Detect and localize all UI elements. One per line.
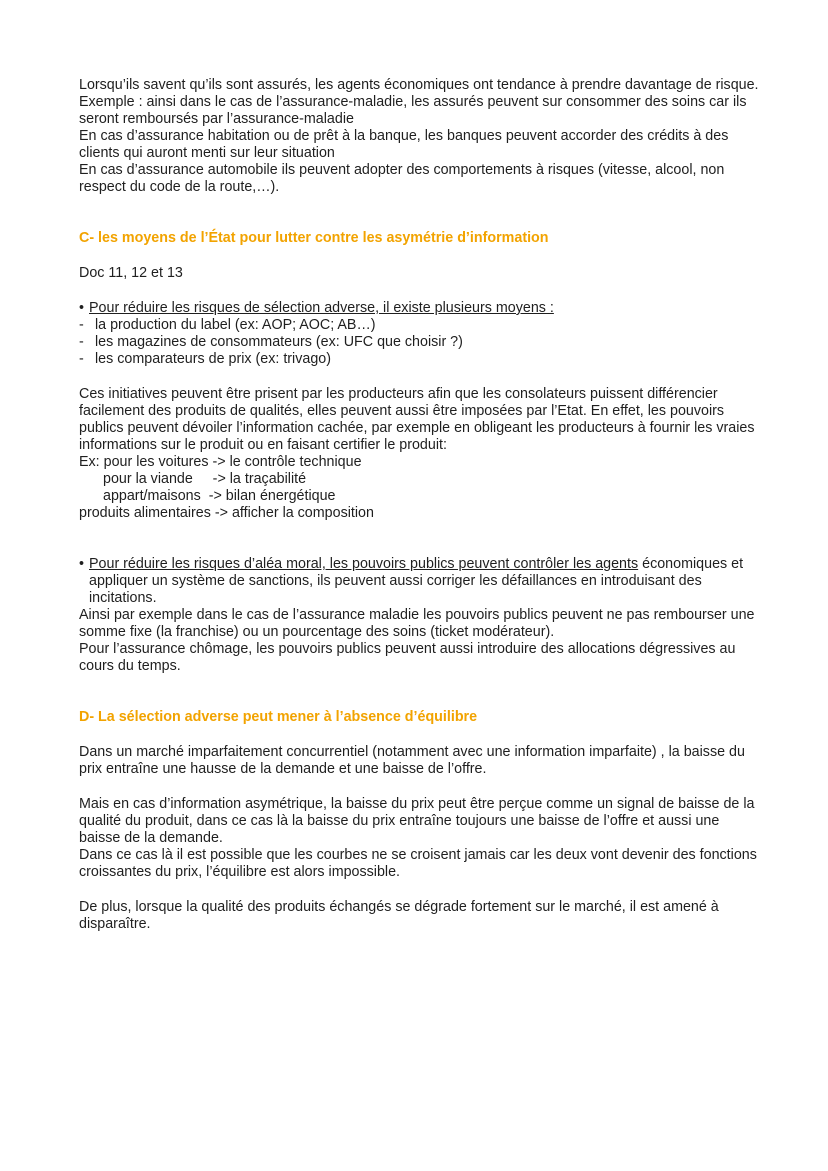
document-page <box>79 77 759 933</box>
dash-icon: - <box>79 351 84 367</box>
bullet-heading: Pour réduire les risques de sélection adverse, il existe plusieurs moyens : <box>89 300 554 316</box>
list-item: - les magazines de consommateurs (ex: UFC que choisir ?) <box>79 334 463 350</box>
curves-paragraph: Dans ce cas là il est possible que les courbes ne se croisent jamais car les deux vont devenir des fonctions croissantes du prix, l’équilibre est alors impossible. <box>79 847 757 880</box>
intro-paragraph-2: Exemple : ainsi dans le cas de l’assurance-maladie, les assurés peuvent sur consommer des soins car ils seront remboursés par l’assurance-maladie <box>79 94 747 127</box>
example-line: appart/maisons -> bilan énergétique <box>103 488 336 504</box>
example-line: Ex: pour les voitures -> le contrôle technique <box>79 454 362 470</box>
bullet-selection-adverse <box>79 300 759 317</box>
section-d-heading: D- La sélection adverse peut mener à l’absence d’équilibre <box>79 709 478 725</box>
initiatives-paragraph: Ces initiatives peuvent être prisent par les producteurs afin que les consolateurs puissent différencier facilement des produits de qualités, elles peuvent aussi être imposées par l’Etat. En effet, les pouvoirs publics peuvent dévoiler l’information cachée, par exemple en obligeant les producteurs à fournir les vraies informations sur le produit ou en faisant certifier le produit: <box>79 386 755 453</box>
doc-reference: Doc 11, 12 et 13 <box>79 265 183 281</box>
bullet-heading: Pour réduire les risques d’aléa moral, les pouvoirs publics peuvent contrôler les agents <box>89 556 639 572</box>
bullet-alea-moral <box>79 556 759 607</box>
section-c-heading: C- les moyens de l’État pour lutter contre les asymétrie d’information <box>79 230 549 246</box>
list-item: - les comparateurs de prix (ex: trivago) <box>79 351 331 367</box>
dash-icon: - <box>79 334 84 350</box>
intro-paragraph-1: Lorsqu’ils savent qu’ils sont assurés, les agents économiques ont tendance à prendre davantage de risque. <box>79 77 759 93</box>
chomage-paragraph: Pour l’assurance chômage, les pouvoirs publics peuvent aussi introduire des allocations dégressives au cours du temps. <box>79 641 736 674</box>
bullet-icon: • <box>79 300 85 316</box>
bullet-text: économiques et appliquer un système de sanctions, ils peuvent aussi corriger les défaillances en introduisant des incitations. <box>89 556 744 606</box>
dash-icon: - <box>79 317 84 333</box>
example-line: pour la viande -> la traçabilité <box>103 471 307 487</box>
example-line: produits alimentaires -> afficher la composition <box>79 505 374 521</box>
means-list <box>79 317 759 368</box>
bullet-icon: • <box>79 556 85 572</box>
list-item: - la production du label (ex: AOP; AOC; AB…) <box>79 317 376 333</box>
franchise-paragraph: Ainsi par exemple dans le cas de l’assurance maladie les pouvoirs publics peuvent ne pas rembourser une somme fixe (la franchise) ou un pourcentage des soins (ticket modérateur). <box>79 607 755 640</box>
asymmetric-paragraph: Mais en cas d’information asymétrique, la baisse du prix peut être perçue comme un signal de baisse de la qualité du produit, dans ce cas là la baisse du prix entraîne toujours une baisse de l’offre et aussi une baisse de la demande. <box>79 796 755 846</box>
conclusion-paragraph: De plus, lorsque la qualité des produits échangés se dégrade fortement sur le marché, il est amené à disparaître. <box>79 899 719 932</box>
intro-paragraph-4: En cas d’assurance automobile ils peuvent adopter des comportements à risques (vitesse, alcool, non respect du code de la route,…). <box>79 162 725 195</box>
market-paragraph: Dans un marché imparfaitement concurrentiel (notamment avec une information imparfaite) , la baisse du prix entraîne une hausse de la demande et une baisse de l’offre. <box>79 744 745 777</box>
intro-paragraph-3: En cas d’assurance habitation ou de prêt à la banque, les banques peuvent accorder des crédits à des clients qui auront menti sur leur situation <box>79 128 729 161</box>
